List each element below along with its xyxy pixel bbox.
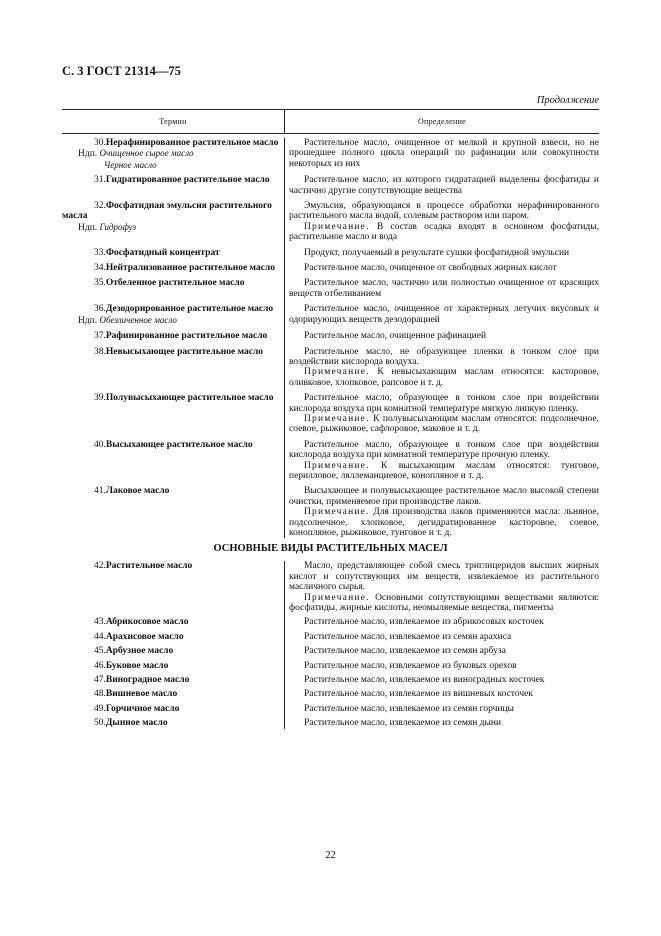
- synonym-label: Ндп.: [78, 149, 98, 160]
- definition-cell: [284, 347, 599, 389]
- not-allowed-synonym: [62, 148, 280, 159]
- definition-text: Растительное масло, извлекаемое из семян дыни: [304, 718, 502, 729]
- term-name: Нейтрализованное растительное масло: [105, 263, 275, 274]
- term-number: 31.: [94, 175, 106, 186]
- term-cell: [62, 646, 284, 656]
- synonym-text: Гидрофуз: [99, 221, 137, 232]
- term-name: Дынное масло: [105, 718, 168, 729]
- term-entry: [62, 718, 280, 728]
- section-heading: ОСНОВНЫЕ ВИДЫ РАСТИТЕЛЬНЫХ МАСЕЛ: [62, 538, 599, 561]
- table-row: [62, 646, 599, 656]
- term-name: Абрикосовое масло: [105, 617, 189, 628]
- term-name: Невысыхающее растительное масло: [105, 346, 264, 357]
- term-cell: [62, 718, 284, 728]
- definition-text: Растительное масло, не образующее пленки в тонком слое при воздействии кислорода воздуха.: [289, 346, 599, 367]
- term-cell: [62, 304, 284, 326]
- term-number: 42.: [94, 561, 106, 572]
- document-reference: С. 3 ГОСТ 21314—75: [62, 64, 181, 78]
- table-row: [62, 201, 599, 243]
- definition-cell: [284, 201, 599, 243]
- term-cell: [62, 486, 284, 538]
- table-row: [62, 138, 599, 170]
- definition-text: Растительное масло, извлекаемое из вишневых косточек: [304, 689, 533, 700]
- definition-cell: [284, 704, 599, 714]
- definition-cell: [284, 561, 599, 613]
- term-entry: [62, 661, 280, 671]
- term-name: Арбузное масло: [105, 646, 174, 657]
- terms-table: [62, 109, 599, 729]
- table-row: [62, 347, 599, 389]
- synonym-text: Обезличенное масло: [99, 314, 177, 325]
- term-cell: [62, 138, 284, 170]
- term-name: Арахисовое масло: [105, 631, 184, 642]
- note-label: Примечание.: [304, 507, 370, 518]
- term-number: 50.: [94, 718, 106, 729]
- definition-note: [289, 222, 599, 243]
- term-entry: [62, 646, 280, 656]
- term-cell: [62, 704, 284, 714]
- not-allowed-synonym: [62, 222, 280, 233]
- term-entry: [62, 704, 280, 714]
- definition-cell: [284, 278, 599, 299]
- term-name: Виноградное масло: [105, 675, 190, 686]
- term-cell: [62, 201, 284, 243]
- term-entry: [62, 675, 280, 685]
- term-name: Полувысыхающее растительное масло: [105, 393, 274, 404]
- note-label: Примечание.: [304, 413, 370, 424]
- term-name: Фосфатидная эмульсия растительного масла: [62, 201, 272, 222]
- definition-cell: [284, 718, 599, 728]
- term-number: 39.: [94, 393, 106, 404]
- term-cell: [62, 393, 284, 435]
- table-row: [62, 617, 599, 627]
- definition-cell: [284, 661, 599, 671]
- definition-note: [289, 507, 599, 538]
- term-entry: [62, 486, 280, 496]
- definition-cell: [284, 440, 599, 482]
- term-cell: [62, 263, 284, 273]
- term-number: 37.: [94, 331, 106, 342]
- term-entry: [62, 138, 280, 148]
- term-entry: [62, 561, 280, 571]
- term-number: 44.: [94, 631, 106, 642]
- synonym-text: Черное масло: [104, 159, 157, 170]
- definition-text: Растительное масло, очищенное от характерных летучих вкусовых и одорирующих веществ дезодорацией: [289, 304, 599, 325]
- definition-note: [289, 593, 599, 614]
- term-number: 49.: [94, 703, 106, 714]
- definition-text: Растительное масло, извлекаемое из виноградных косточек: [304, 675, 545, 686]
- table-row: [62, 393, 599, 435]
- term-name: Растительное масло: [105, 561, 193, 572]
- table-row: [62, 248, 599, 258]
- term-name: Отбеленное растительное масло: [105, 278, 245, 289]
- table-row: [62, 632, 599, 642]
- synonym-label: Ндп.: [78, 222, 98, 233]
- term-entry: [62, 304, 280, 314]
- term-cell: [62, 632, 284, 642]
- definition-text: Продукт, получаемый в результате сушки фосфатидной эмульсии: [304, 247, 570, 258]
- table-body: [62, 138, 599, 729]
- continuation-label: Продолжение: [536, 95, 599, 106]
- term-cell: [62, 561, 284, 613]
- definition-cell: [284, 138, 599, 170]
- term-cell: [62, 675, 284, 685]
- term-number: 46.: [94, 660, 106, 671]
- definition-cell: [284, 675, 599, 685]
- definition-note: [289, 461, 599, 482]
- term-entry: [62, 175, 280, 185]
- term-name: Рафинированное растительное масло: [105, 331, 268, 342]
- definition-cell: [284, 331, 599, 341]
- note-text: К полувысыхающим маслам относятся: подсолнечное, соевое, рыжиковое, сафлоровое, маковое и т. д.: [289, 413, 599, 435]
- term-name: Вишневое масло: [105, 689, 178, 700]
- table-row: [62, 440, 599, 482]
- term-entry: [62, 689, 280, 699]
- note-text: К невысыхающим маслам относятся: касторовое, оливковое, хлопковое, рапсовое и т. д.: [289, 367, 599, 388]
- term-name: Высыхающее растительное масло: [105, 439, 253, 450]
- term-number: 45.: [94, 646, 106, 657]
- note-label: Примечание.: [304, 592, 370, 603]
- table-row: [62, 689, 599, 699]
- definition-text: Растительное масло, из которого гидратацией выделены фосфатиды и частично другие сопутствующие вещества: [289, 175, 599, 196]
- term-cell: [62, 440, 284, 482]
- definition-cell: [284, 486, 599, 538]
- term-entry: [62, 440, 280, 450]
- term-cell: [62, 347, 284, 389]
- note-label: Примечание.: [304, 367, 370, 378]
- synonym-text: Очищенное сырое масло: [99, 148, 194, 159]
- table-row: [62, 175, 599, 196]
- definition-cell: [284, 689, 599, 699]
- definition-note: [289, 367, 599, 388]
- term-number: 36.: [94, 304, 106, 315]
- page-number: 22: [325, 850, 336, 861]
- term-number: 43.: [94, 617, 106, 628]
- term-cell: [62, 331, 284, 341]
- definition-text: Высыхающее и полувысыхающее растительное масло высокой степени очистки, применяемое при производстве лаков.: [289, 486, 599, 507]
- term-number: 38.: [94, 346, 106, 357]
- note-text: Для производства лаков применяются масла: льняное, подсолнечное, хлопковое, дегидратированное касторовое, соевое, конопляное, рыжиковое, тунговое и т. д.: [289, 507, 600, 538]
- term-entry: [62, 393, 280, 403]
- term-name: Фосфатидный концентрат: [105, 247, 220, 258]
- term-number: 35.: [94, 278, 106, 289]
- synonym-label: Ндп.: [78, 315, 98, 326]
- term-entry: [62, 331, 280, 341]
- definition-text: Эмульсия, образующаяся в процессе обработки нерафинированного растительного масла водой, солевым раствором или паром.: [289, 201, 599, 222]
- term-entry: [62, 632, 280, 642]
- definition-cell: [284, 617, 599, 627]
- term-cell: [62, 689, 284, 699]
- term-cell: [62, 617, 284, 627]
- note-text: Основными сопутствующими веществами являются: фосфатиды, жирные кислоты, неомыляемые вещества, пигменты: [289, 592, 599, 614]
- definition-note: [289, 414, 599, 435]
- definition-cell: [284, 646, 599, 656]
- definition-text: Масло, представляющее собой смесь триглицеридов высших жирных кислот и сопутствующих им веществ, извлекаемое из растительного масличного сырья.: [289, 561, 599, 593]
- table-row: [62, 331, 599, 341]
- definition-text: Растительное масло, частично или полностью очищенное от красящих веществ отбеливанием: [289, 278, 599, 299]
- definition-cell: [284, 175, 599, 196]
- term-name: Дезодорированное растительное масло: [105, 304, 274, 315]
- term-number: 41.: [94, 486, 106, 497]
- term-cell: [62, 661, 284, 671]
- term-entry: [62, 617, 280, 627]
- definition-cell: [284, 304, 599, 326]
- term-cell: [62, 278, 284, 299]
- table-row: [62, 278, 599, 299]
- definition-cell: [284, 248, 599, 258]
- definition-text: Растительное масло, извлекаемое из семян горчицы: [304, 703, 514, 714]
- definition-text: Растительное масло, извлекаемое из буковых орехов: [304, 660, 517, 671]
- table-row: [62, 263, 599, 273]
- definition-text: Растительное масло, извлекаемое из семян арахиса: [304, 631, 512, 642]
- definition-cell: [284, 393, 599, 435]
- table-row: [62, 304, 599, 326]
- definition-text: Растительное масло, извлекаемое из абрикосовых косточек: [304, 617, 544, 628]
- term-number: 40.: [94, 439, 106, 450]
- column-header-term: Термин: [62, 110, 285, 133]
- term-name: Нерафинированное растительное масло: [105, 138, 279, 148]
- term-entry: [62, 347, 280, 357]
- term-number: 33.: [94, 247, 106, 258]
- term-entry: [62, 201, 280, 222]
- term-entry: [62, 248, 280, 258]
- table-row: [62, 704, 599, 714]
- table-row: [62, 486, 599, 538]
- table-row: [62, 675, 599, 685]
- term-name: Буковое масло: [105, 660, 169, 671]
- not-allowed-synonym: [62, 315, 280, 326]
- definition-text: Растительное масло, очищенное от мелкой и крупной взвеси, но не прошедшее полного цикла операций по рафинации или совокупности некоторых из них: [289, 138, 599, 169]
- term-cell: [62, 175, 284, 196]
- term-number: 30.: [94, 138, 106, 148]
- term-number: 47.: [94, 675, 106, 686]
- term-number: 34.: [94, 263, 106, 274]
- note-text: В состав осадка входят в основном фосфатиды, растительное масло и вода: [289, 221, 600, 243]
- term-name: Гидратированное растительное масло: [105, 175, 270, 186]
- table-row: [62, 718, 599, 728]
- term-entry: [62, 263, 280, 273]
- term-number: 48.: [94, 689, 106, 700]
- term-name: Лаковое масло: [105, 486, 170, 497]
- definition-text: Растительное масло, образующее в тонком слое при воздействии кислорода воздуха при комнатной температуре прочную пленку.: [289, 439, 599, 461]
- table-row: [62, 661, 599, 671]
- term-cell: [62, 248, 284, 258]
- definition-text: Растительное масло, образующее в тонком слое при воздействии кислорода воздуха при комнатной температуре мягкую липкую пленку.: [289, 393, 599, 414]
- term-number: 32.: [94, 201, 106, 212]
- note-label: Примечание.: [304, 460, 370, 471]
- table-row: [62, 561, 599, 613]
- definition-cell: [284, 632, 599, 642]
- term-name: Горчичное масло: [105, 703, 180, 714]
- definition-text: Растительное масло, очищенное от свободных жирных кислот: [304, 263, 557, 274]
- definition-cell: [284, 263, 599, 273]
- column-header-definition: Определение: [417, 117, 467, 126]
- table-group-processing: [62, 138, 599, 538]
- definition-text: Растительное масло, очищенное рафинацией: [304, 331, 487, 342]
- table-header: [62, 109, 599, 134]
- table-group-oil-types: [62, 561, 599, 728]
- definition-text: Растительное масло, извлекаемое из семян арбуза: [304, 646, 506, 657]
- note-label: Примечание.: [304, 221, 370, 232]
- note-text: К высыхающим маслам относятся: тунговое, перилловое, ляллеманциевое, конопляное и т. д.: [289, 460, 600, 481]
- term-entry: [62, 278, 280, 288]
